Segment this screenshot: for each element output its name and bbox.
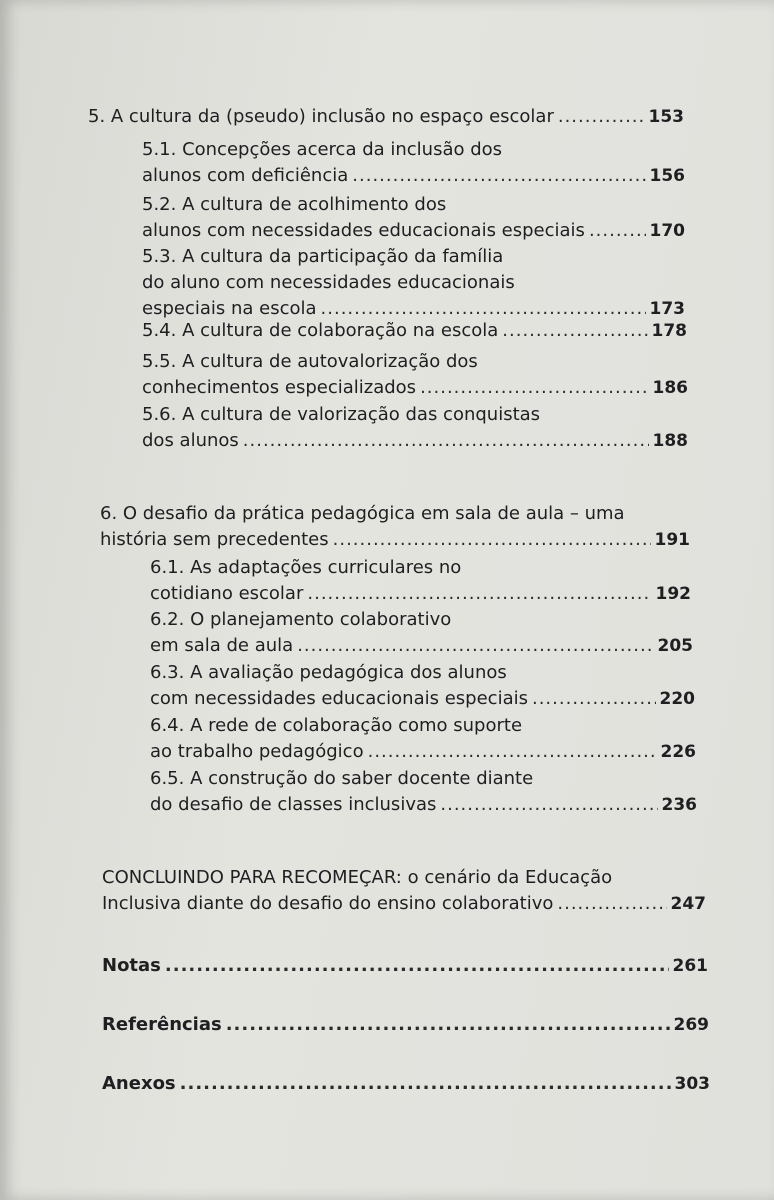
page-number: 170 [649,221,685,241]
conclusion-caps: CONCLUINDO PARA RECOMEÇAR: [102,867,402,888]
toc-entry-5-3 [142,244,685,322]
toc-title-line: história sem precedentes [100,529,329,550]
toc-title-line: 5.2. A cultura de acolhimento dos [142,194,447,215]
toc-entry-5-5 [142,349,688,401]
page-number: 188 [652,431,688,451]
toc-title-line: 5.1. Concepções acerca da inclusão dos [142,139,503,160]
page-number: 192 [655,584,691,604]
toc-title-line: 5.5. A cultura de autovalorização dos [142,351,478,372]
toc-entry-anexos [102,1071,710,1097]
toc-entry-notas [102,953,708,979]
toc-title-line: do desafio de classes inclusivas [150,794,437,815]
leader-dots [532,686,656,712]
toc-entry-6-1 [150,555,691,607]
toc-title: Anexos [102,1073,176,1094]
toc-entry-5 [88,104,684,130]
leader-dots [589,218,646,244]
page-number: 156 [649,166,685,186]
toc-entry-5-1 [142,137,685,189]
toc-title-line: ao trabalho pedagógico [150,741,364,762]
leader-dots [226,1012,670,1038]
page-number: 220 [659,689,695,709]
toc-title-line: em sala de aula [150,635,294,656]
page-number: 186 [652,378,688,398]
leader-dots [557,891,666,917]
leader-dots [307,581,651,607]
leader-dots [558,104,645,130]
leader-dots [243,428,649,454]
leader-dots [440,792,657,818]
toc-title-line: 6.1. As adaptações curriculares no [150,557,462,578]
leader-dots [333,527,651,553]
toc-title-line: 6.4. A rede de colaboração como suporte [150,715,523,736]
toc-title: Notas [102,955,161,976]
page-number: 173 [649,299,685,319]
toc-entry-5-4 [142,318,687,344]
toc-entry-5-6 [142,402,688,454]
toc-title-line: 6.5. A construção do saber docente diante [150,768,534,789]
toc-entry-6-4 [150,713,696,765]
toc-title-line: 6.2. O planejamento colaborativo [150,609,452,630]
toc-entry-5-2 [142,192,685,244]
page-number: 269 [673,1015,709,1035]
toc-title: Referências [102,1014,222,1035]
leader-dots [352,163,645,189]
toc-title-line: conhecimentos especializados [142,377,417,398]
toc-title-line: cotidiano escolar [150,583,304,604]
toc-entry-6-5 [150,766,697,818]
toc-title-line: 5.6. A cultura de valorização das conquistas [142,404,541,425]
toc-entry-6-2 [150,607,693,659]
toc-title-line: especiais na escola [142,298,317,319]
conclusion-rest: o cenário da Educação [401,867,613,888]
toc-title-line: com necessidades educacionais especiais [150,688,528,709]
page-number: 153 [648,107,684,127]
page-number: 303 [674,1074,710,1094]
toc-title-line: 6.3. A avaliação pedagógica dos alunos [150,662,507,683]
page-number: 226 [660,742,696,762]
toc-title: 5.4. A cultura de colaboração na escola [142,320,499,341]
toc-title: 5. A cultura da (pseudo) inclusão no espaço escolar [88,106,554,127]
toc-title-line: alunos com necessidades educacionais especiais [142,220,585,241]
toc-entry-6-3 [150,660,695,712]
page-number: 191 [654,530,690,550]
toc-entry-referencias [102,1012,709,1038]
toc-title-line: Inclusiva diante do desafio do ensino colaborativo [102,893,554,914]
leader-dots [180,1071,671,1097]
toc-title-line: 6. O desafio da prática pedagógica em sala de aula – uma [100,503,625,524]
toc-entry-6 [100,501,690,553]
page-number: 247 [670,894,706,914]
toc-title-line: 5.3. A cultura da participação da família [142,246,504,267]
page-number: 236 [661,795,697,815]
leader-dots [165,953,669,979]
toc-title-line: dos alunos [142,430,239,451]
leader-dots [420,375,648,401]
toc-title-line: do aluno com necessidades educacionais [142,272,515,293]
page-number: 205 [657,636,693,656]
leader-dots [368,739,657,765]
toc-entry-conclusion [102,865,706,917]
page-number: 261 [672,956,708,976]
page-number: 178 [651,321,687,341]
toc-title-line [102,865,706,891]
leader-dots [502,318,647,344]
toc-title-line: alunos com deficiência [142,165,349,186]
leader-dots [297,633,653,659]
